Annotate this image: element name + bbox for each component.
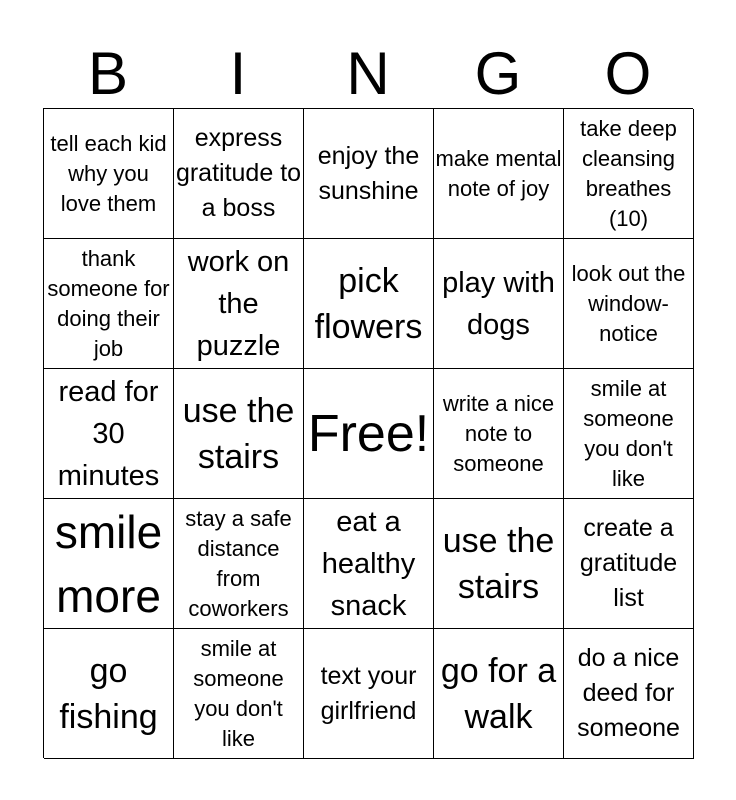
- header-letter-n: N: [346, 40, 390, 107]
- cell-text: go for a walk: [440, 651, 557, 736]
- cell-text: use the stairs: [182, 391, 295, 476]
- bingo-cell[interactable]: [44, 629, 174, 759]
- bingo-cell[interactable]: [44, 239, 174, 369]
- bingo-cell[interactable]: [564, 369, 694, 499]
- bingo-cell[interactable]: [174, 109, 304, 239]
- cell-text: smile at someone you don't like: [193, 635, 284, 751]
- cell-text: read for 30 minutes: [57, 375, 160, 492]
- cell-text: smile at someone you don't like: [583, 375, 674, 491]
- cell-text: express gratitude to a boss: [175, 124, 302, 222]
- header-letter-b: B: [87, 40, 129, 107]
- bingo-cell[interactable]: [44, 369, 174, 499]
- cell-text: stay a safe distance from coworkers: [185, 505, 292, 621]
- cell-text: go fishing: [59, 651, 158, 736]
- bingo-cell[interactable]: [434, 239, 564, 369]
- cell-text: play with dogs: [442, 266, 555, 341]
- bingo-cell[interactable]: [174, 369, 304, 499]
- cell-text: work on the puzzle: [187, 245, 290, 362]
- header-letter-o: O: [604, 40, 652, 107]
- free-space-cell[interactable]: [304, 369, 434, 499]
- header-letter-g: G: [474, 40, 522, 107]
- bingo-cell[interactable]: [304, 239, 434, 369]
- cell-text: look out the window- notice: [571, 260, 686, 346]
- cell-text: Free!: [307, 404, 430, 463]
- cell-text: create a gratitude list: [579, 514, 678, 612]
- bingo-cell[interactable]: [564, 239, 694, 369]
- cell-text: do a nice deed for someone: [577, 644, 680, 742]
- cell-text: take deep cleansing breathes (10): [580, 115, 677, 231]
- bingo-board: [43, 108, 693, 758]
- bingo-cell[interactable]: [304, 499, 434, 629]
- bingo-cell[interactable]: [174, 239, 304, 369]
- cell-text: use the stairs: [442, 521, 555, 606]
- cell-text: enjoy the sunshine: [317, 141, 420, 205]
- bingo-cell[interactable]: [174, 629, 304, 759]
- cell-text: thank someone for doing their job: [47, 245, 170, 361]
- bingo-cell[interactable]: [434, 369, 564, 499]
- bingo-cell[interactable]: [434, 629, 564, 759]
- bingo-cell[interactable]: [44, 499, 174, 629]
- cell-text: eat a healthy snack: [321, 505, 416, 622]
- cell-text: smile more: [54, 505, 163, 622]
- bingo-cell[interactable]: [434, 499, 564, 629]
- bingo-cell[interactable]: [304, 629, 434, 759]
- header-letter-i: I: [229, 40, 247, 107]
- cell-text: tell each kid why you love them: [50, 130, 167, 216]
- bingo-cell[interactable]: [564, 109, 694, 239]
- cell-text: text your girlfriend: [320, 661, 417, 725]
- bingo-header: [43, 40, 693, 108]
- bingo-cell[interactable]: [304, 109, 434, 239]
- bingo-cell[interactable]: [434, 109, 564, 239]
- bingo-cell[interactable]: [44, 109, 174, 239]
- bingo-cell[interactable]: [174, 499, 304, 629]
- cell-text: write a nice note to someone: [442, 390, 555, 476]
- cell-text: make mental note of joy: [435, 145, 562, 201]
- bingo-cell[interactable]: [564, 499, 694, 629]
- cell-text: pick flowers: [314, 261, 423, 346]
- bingo-cell[interactable]: [564, 629, 694, 759]
